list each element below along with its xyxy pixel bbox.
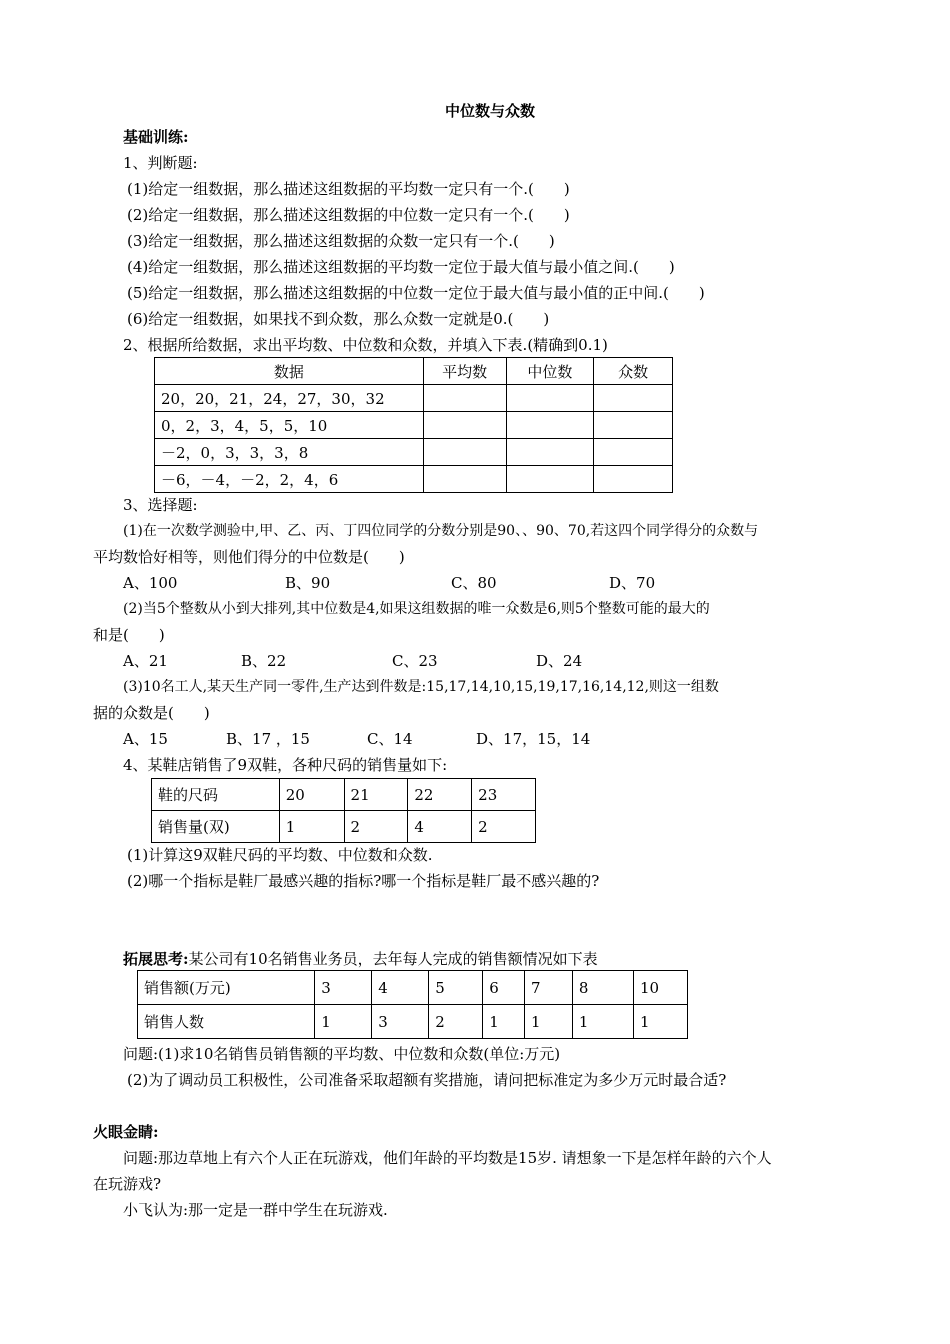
table-cell: 1	[315, 1005, 372, 1039]
table-row	[138, 1005, 688, 1039]
q3-p1-option-d: D、70	[609, 574, 656, 592]
table-cell: 2	[429, 1005, 483, 1039]
header-data: 数据	[155, 358, 424, 385]
row-label: 销售量(双)	[152, 811, 280, 843]
q3-p1-line1: (1)在一次数学测验中,甲、乙、丙、丁四位同学的分数分别是90、、90、70,若这四个同学得分的众数与	[123, 523, 759, 539]
header-median: 中位数	[506, 358, 594, 385]
answer-cell[interactable]	[594, 412, 673, 439]
answer-cell[interactable]	[423, 466, 506, 493]
q3-p2-option-a: A、21	[123, 652, 168, 670]
q3-p1-option-a: A、100	[123, 574, 178, 592]
keen-eye-line3: 小飞认为:那一定是一群中学生在玩游戏.	[123, 1201, 388, 1219]
extension-heading: 拓展思考:	[123, 950, 189, 968]
table-cell: 1	[525, 1005, 573, 1039]
q2-data-table	[154, 357, 673, 493]
q1-item-2: (2)给定一组数据，那么描述这组数据的中位数一定只有一个.( )	[127, 206, 570, 224]
q3-p1-line2: 平均数恰好相等，则他们得分的中位数是( )	[93, 548, 405, 566]
header-mean: 平均数	[423, 358, 506, 385]
sales-table	[137, 970, 688, 1039]
q3-p3-option-d: D、17，15，14	[476, 730, 591, 748]
table-cell: 4	[372, 971, 429, 1005]
table-cell: 3	[315, 971, 372, 1005]
q3-p1-option-b: B、90	[285, 574, 331, 592]
header-mode: 众数	[594, 358, 673, 385]
answer-cell[interactable]	[594, 466, 673, 493]
keen-eye-line1: 问题:那边草地上有六个人正在玩游戏，他们年龄的平均数是15岁. 请想象一下是怎样年龄的六个人	[123, 1149, 772, 1167]
table-cell: 23	[472, 779, 536, 811]
table-row	[155, 385, 673, 412]
keen-eye-line2: 在玩游戏?	[93, 1175, 162, 1193]
table-row	[155, 412, 673, 439]
keen-eye-heading: 火眼金睛:	[93, 1123, 159, 1141]
table-cell: 5	[429, 971, 483, 1005]
q2-label: 2、根据所给数据，求出平均数、中位数和众数，并填入下表.(精确到0.1)	[123, 336, 608, 354]
q3-p1-option-c: C、80	[451, 574, 497, 592]
extension-line	[123, 949, 598, 969]
table-cell: 10	[633, 971, 687, 1005]
q1-item-5: (5)给定一组数据，那么描述这组数据的中位数一定位于最大值与最小值的正中间.( )	[127, 284, 705, 302]
data-cell: －6，－4，－2，2，4，6	[155, 466, 424, 493]
table-cell: 2	[344, 811, 408, 843]
table-cell: 1	[572, 1005, 633, 1039]
page-title: 中位数与众数	[445, 102, 536, 120]
table-cell: 20	[279, 779, 344, 811]
q3-p2-option-d: D、24	[536, 652, 583, 670]
table-cell: 3	[372, 1005, 429, 1039]
answer-cell[interactable]	[594, 385, 673, 412]
table-row	[138, 971, 688, 1005]
q1-item-3: (3)给定一组数据，那么描述这组数据的众数一定只有一个.( )	[127, 232, 555, 250]
table-cell: 7	[525, 971, 573, 1005]
extension-q1: 问题:(1)求10名销售员销售额的平均数、中位数和众数(单位:万元)	[123, 1045, 561, 1063]
table-cell: 1	[483, 1005, 525, 1039]
answer-cell[interactable]	[594, 439, 673, 466]
q1-item-4: (4)给定一组数据，那么描述这组数据的平均数一定位于最大值与最小值之间.( )	[127, 258, 675, 276]
table-cell: 8	[572, 971, 633, 1005]
q3-p3-line1: (3)10名工人,某天生产同一零件,生产达到件数是:15,17,14,10,15,19,17,16,14,12,则这一组数	[123, 679, 719, 695]
data-cell: 0，2，3，4，5，5，10	[155, 412, 424, 439]
q1-item-1: (1)给定一组数据，那么描述这组数据的平均数一定只有一个.( )	[127, 180, 570, 198]
answer-cell[interactable]	[423, 412, 506, 439]
table-row	[152, 779, 536, 811]
table-cell: 1	[279, 811, 344, 843]
answer-cell[interactable]	[506, 439, 594, 466]
table-cell: 21	[344, 779, 408, 811]
extension-q2: (2)为了调动员工积极性，公司准备采取超额有奖措施，请问把标准定为多少万元时最合适?	[127, 1071, 727, 1089]
q3-label: 3、选择题:	[123, 496, 198, 514]
q4-label: 4、某鞋店销售了9双鞋，各种尺码的销售量如下:	[123, 756, 448, 774]
data-cell: －2，0，3，3，3，8	[155, 439, 424, 466]
q3-p2-option-b: B、22	[241, 652, 287, 670]
data-cell: 20，20，21，24，27，30，32	[155, 385, 424, 412]
q3-p3-option-b: B、17 ，15	[226, 730, 310, 748]
row-label: 销售额(万元)	[138, 971, 315, 1005]
row-label: 鞋的尺码	[152, 779, 280, 811]
q1-label: 1、判断题:	[123, 154, 198, 172]
q1-item-6: (6)给定一组数据，如果找不到众数，那么众数一定就是0.( )	[127, 310, 550, 328]
q3-p3-option-c: C、14	[367, 730, 413, 748]
answer-cell[interactable]	[506, 385, 594, 412]
answer-cell[interactable]	[423, 439, 506, 466]
answer-cell[interactable]	[506, 412, 594, 439]
q3-p3-option-a: A、15	[123, 730, 168, 748]
q3-p2-option-c: C、23	[392, 652, 438, 670]
table-row	[155, 439, 673, 466]
table-cell: 4	[408, 811, 472, 843]
q3-p2-line1: (2)当5个整数从小到大排列,其中位数是4,如果这组数据的唯一众数是6,则5个整数可能的最大的	[123, 601, 710, 617]
table-header-row	[155, 358, 673, 385]
table-cell: 6	[483, 971, 525, 1005]
table-row	[155, 466, 673, 493]
q3-p3-line2: 据的众数是( )	[93, 704, 210, 722]
shoe-size-table	[151, 778, 536, 843]
table-cell: 22	[408, 779, 472, 811]
table-cell: 2	[472, 811, 536, 843]
answer-cell[interactable]	[423, 385, 506, 412]
table-cell: 1	[633, 1005, 687, 1039]
basic-training-heading: 基础训练:	[123, 128, 189, 146]
answer-cell[interactable]	[506, 466, 594, 493]
row-label: 销售人数	[138, 1005, 315, 1039]
q3-p2-line2: 和是( )	[93, 626, 165, 644]
q4-sub-2: (2)哪一个指标是鞋厂最感兴趣的指标?哪一个指标是鞋厂最不感兴趣的?	[127, 872, 600, 890]
table-row	[152, 811, 536, 843]
extension-intro: 某公司有10名销售业务员，去年每人完成的销售额情况如下表	[188, 950, 598, 968]
q4-sub-1: (1)计算这9双鞋尺码的平均数、中位数和众数.	[127, 846, 433, 864]
